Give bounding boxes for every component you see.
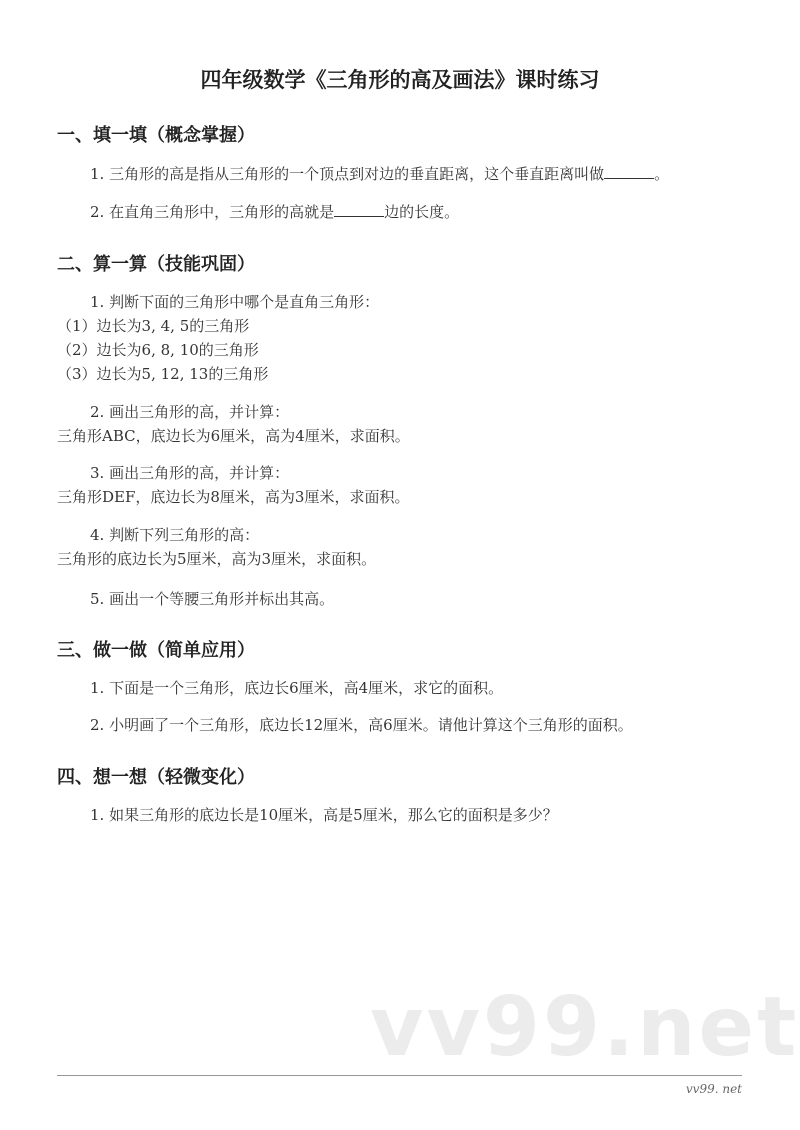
question-text-end: 边的长度。 [384,203,460,221]
question-apply-2: 2. 小明画了一个三角形，底边长12厘米，高6厘米。请他计算这个三角形的面积。 [90,716,633,734]
option-line: （1）边长为3, 4, 5的三角形 [57,317,250,335]
section-heading-calc: 二、算一算（技能巩固） [57,254,255,275]
question-detail: 三角形的底边长为5厘米，高为3厘米，求面积。 [57,550,377,568]
watermark: vv99.net [370,980,800,1075]
question-fill-1 [90,164,669,184]
footer-divider [57,1075,742,1076]
question-text-end: 。 [654,165,670,183]
question-calc-5: 5. 画出一个等腰三角形并标出其高。 [90,590,335,608]
question-think-1: 1. 如果三角形的底边长是10厘米，高是5厘米，那么它的面积是多少？ [90,806,558,824]
page-title: 四年级数学《三角形的高及画法》课时练习 [200,68,600,92]
question-apply-1: 1. 下面是一个三角形，底边长6厘米，高4厘米，求它的面积。 [90,679,504,697]
answer-blank [334,202,384,217]
question-calc-3: 3. 画出三角形的高，并计算： [90,464,290,482]
question-detail: 三角形DEF，底边长为8厘米，高为3厘米，求面积。 [57,488,410,506]
question-text: 1. 三角形的高是指从三角形的一个顶点到对边的垂直距离，这个垂直距离叫做 [90,165,605,183]
section-heading-fill: 一、填一填（概念掌握） [57,125,255,146]
option-line: （2）边长为6, 8, 10的三角形 [57,341,259,359]
section-heading-think: 四、想一想（轻微变化） [57,767,255,788]
section-heading-apply: 三、做一做（简单应用） [57,640,255,661]
question-fill-2 [90,202,459,222]
answer-blank [604,164,654,179]
question-detail: 三角形ABC，底边长为6厘米，高为4厘米，求面积。 [57,427,410,445]
option-line: （3）边长为5, 12, 13的三角形 [57,365,269,383]
question-calc-4: 4. 判断下列三角形的高： [90,526,260,544]
question-calc-2: 2. 画出三角形的高，并计算： [90,403,290,421]
footer-site: vv99. net [685,1082,742,1096]
question-calc-1: 1. 判断下面的三角形中哪个是直角三角形： [90,293,380,311]
question-text: 2. 在直角三角形中，三角形的高就是 [90,203,335,221]
